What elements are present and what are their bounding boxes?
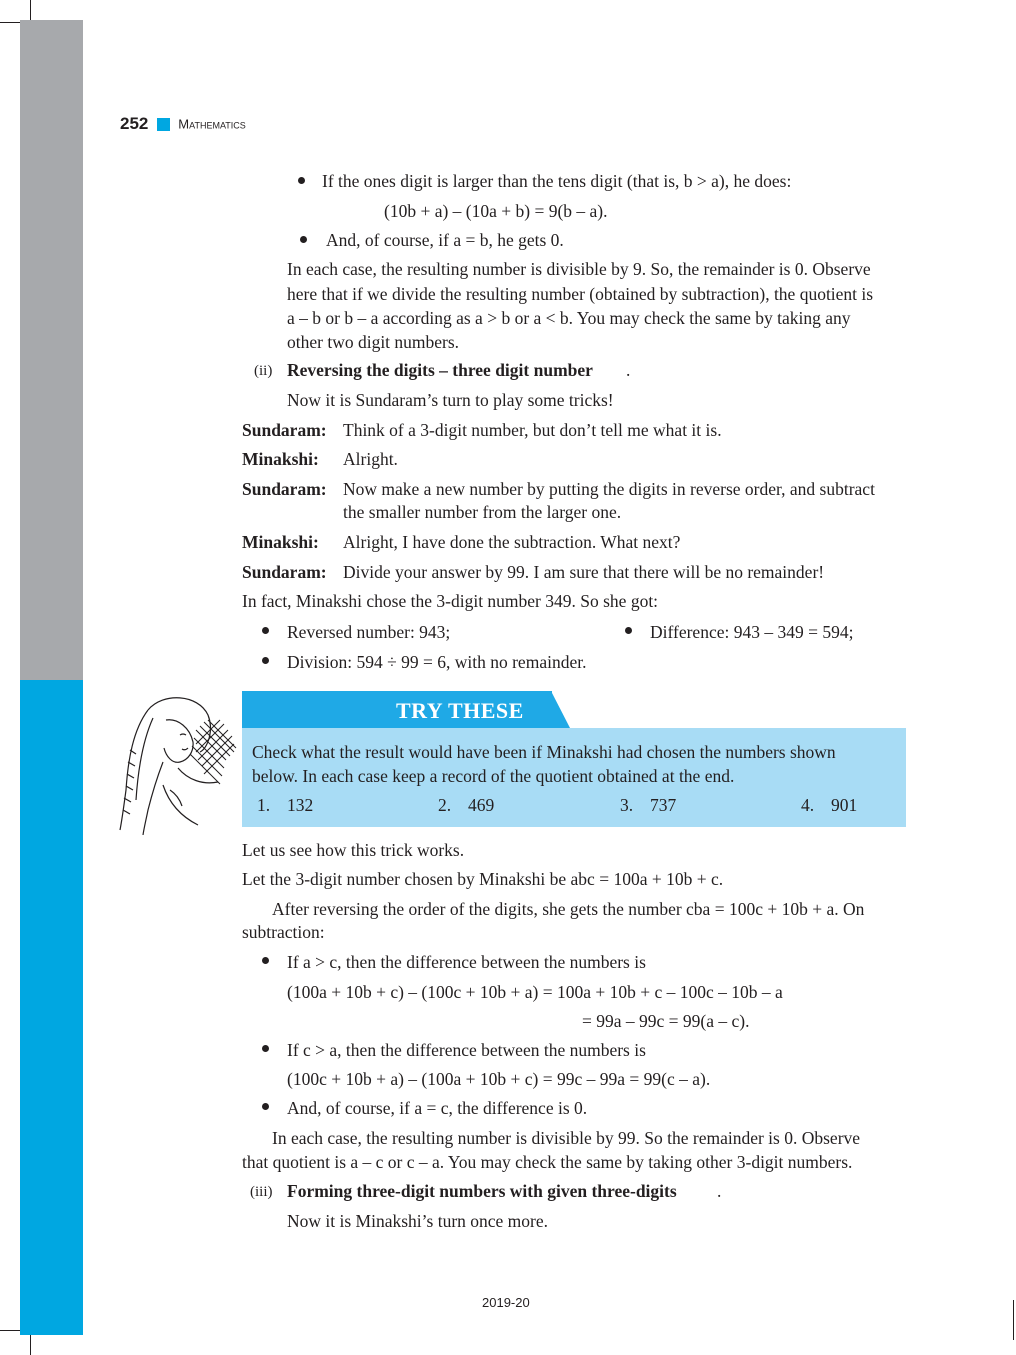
- bullet-text: And, of course, if a = b, he gets 0.: [326, 230, 564, 250]
- bullet-icon: [298, 177, 305, 184]
- bullet-icon: [262, 1103, 269, 1110]
- section-title-period: .: [626, 360, 631, 380]
- example-reversed: Reversed number: 943;: [287, 622, 451, 642]
- section-title: Forming three-digit numbers with given three-digits: [287, 1181, 677, 1201]
- dialogue-line: Alright.: [343, 449, 398, 469]
- paragraph-line: other two digit numbers.: [287, 332, 460, 352]
- explanation-line: subtraction:: [242, 922, 325, 942]
- crop-mark: [0, 1330, 20, 1331]
- crop-mark: [30, 1335, 31, 1355]
- bullet-icon: [262, 1045, 269, 1052]
- try-item-number: 4.: [801, 795, 815, 815]
- dialogue-line: Alright, I have done the subtraction. What next?: [343, 532, 681, 552]
- try-item-number: 1.: [257, 795, 271, 815]
- bullet-icon: [262, 957, 269, 964]
- page-header: [120, 114, 246, 138]
- section-intro: Now it is Minakshi’s turn once more.: [287, 1211, 549, 1231]
- bullet-icon: [300, 236, 307, 243]
- sidebar-gray: [20, 20, 83, 680]
- paragraph-line: a – b or b – a according as a > b or a < b. You may check the same by taking any: [287, 308, 851, 328]
- example-intro: In fact, Minakshi chose the 3-digit number 349. So she got:: [242, 591, 659, 611]
- try-item-number: 3.: [620, 795, 634, 815]
- crop-mark: [0, 22, 20, 23]
- example-division: Division: 594 ÷ 99 = 6, with no remainder.: [287, 652, 587, 672]
- paragraph-line: In each case, the resulting number is divisible by 9. So, the remainder is 0. Observe: [287, 259, 871, 279]
- bullet-icon: [262, 657, 269, 664]
- explanation-line: After reversing the order of the digits, she gets the number cba = 100c + 10b + a. On: [272, 899, 865, 919]
- girl-illustration: [108, 690, 243, 835]
- case-text: If a > c, then the difference between the numbers is: [287, 952, 646, 972]
- case-text: And, of course, if a = c, the difference is 0.: [287, 1098, 588, 1118]
- try-item-value: 901: [831, 795, 858, 815]
- header-square-icon: [157, 118, 170, 131]
- try-these-line: Check what the result would have been if Minakshi had chosen the numbers shown: [252, 742, 836, 762]
- try-these-line: below. In each case keep a record of the quotient obtained at the end.: [252, 766, 735, 786]
- case-equation: (100a + 10b + c) – (100c + 10b + a) = 100a + 10b + c – 100c – 10b – a: [287, 982, 783, 1002]
- dialogue-line: the smaller number from the larger one.: [343, 502, 622, 522]
- conclusion-line: that quotient is a – c or c – a. You may check the same by taking other 3-digit numbers.: [242, 1152, 853, 1172]
- section-number: (iii): [250, 1184, 273, 1200]
- dialogue-speaker: Sundaram:: [242, 479, 327, 499]
- paragraph-line: here that if we divide the resulting number (obtained by subtraction), the quotient is: [287, 284, 874, 304]
- crop-mark: [30, 0, 31, 20]
- try-item-value: 469: [468, 795, 495, 815]
- try-item-value: 737: [650, 795, 677, 815]
- section-title-period: .: [717, 1181, 722, 1201]
- dialogue-speaker: Sundaram:: [242, 562, 327, 582]
- explanation-line: Let the 3-digit number chosen by Minakshi be abc = 100a + 10b + c.: [242, 869, 724, 889]
- try-these-heading: TRY THESE: [396, 698, 524, 723]
- try-item-number: 2.: [438, 795, 452, 815]
- case-equation: (100c + 10b + a) – (100a + 10b + c) = 99c – 99a = 99(c – a).: [287, 1069, 711, 1089]
- section-title: Reversing the digits – three digit number: [287, 360, 593, 380]
- banner-tip: [551, 691, 571, 728]
- dialogue-speaker: Minakshi:: [242, 449, 319, 469]
- page-number: 252: [120, 114, 149, 133]
- section-intro: Now it is Sundaram’s turn to play some tricks!: [287, 390, 614, 410]
- explanation-line: Let us see how this trick works.: [242, 840, 465, 860]
- subject-title: Mathematics: [178, 116, 246, 132]
- dialogue-line: Now make a new number by putting the digits in reverse order, and subtract: [343, 479, 875, 499]
- case-equation: = 99a – 99c = 99(a – c).: [582, 1011, 750, 1031]
- dialogue-line: Think of a 3-digit number, but don’t tell me what it is.: [343, 420, 722, 440]
- equation: (10b + a) – (10a + b) = 9(b – a).: [384, 201, 608, 221]
- bullet-icon: [625, 627, 632, 634]
- conclusion-line: In each case, the resulting number is divisible by 99. So the remainder is 0. Observe: [272, 1128, 861, 1148]
- sidebar-blue: [20, 680, 83, 1335]
- dialogue-speaker: Minakshi:: [242, 532, 319, 552]
- try-item-value: 132: [287, 795, 314, 815]
- dialogue-line: Divide your answer by 99. I am sure that there will be no remainder!: [343, 562, 825, 582]
- crop-mark: [1013, 1300, 1014, 1340]
- bullet-text: If the ones digit is larger than the tens digit (that is, b > a), he does:: [322, 171, 792, 191]
- footer-year: 2019-20: [482, 1295, 530, 1310]
- section-number: (ii): [254, 363, 273, 379]
- case-text: If c > a, then the difference between the numbers is: [287, 1040, 646, 1060]
- dialogue-speaker: Sundaram:: [242, 420, 327, 440]
- bullet-icon: [262, 627, 269, 634]
- example-difference: Difference: 943 – 349 = 594;: [650, 622, 854, 642]
